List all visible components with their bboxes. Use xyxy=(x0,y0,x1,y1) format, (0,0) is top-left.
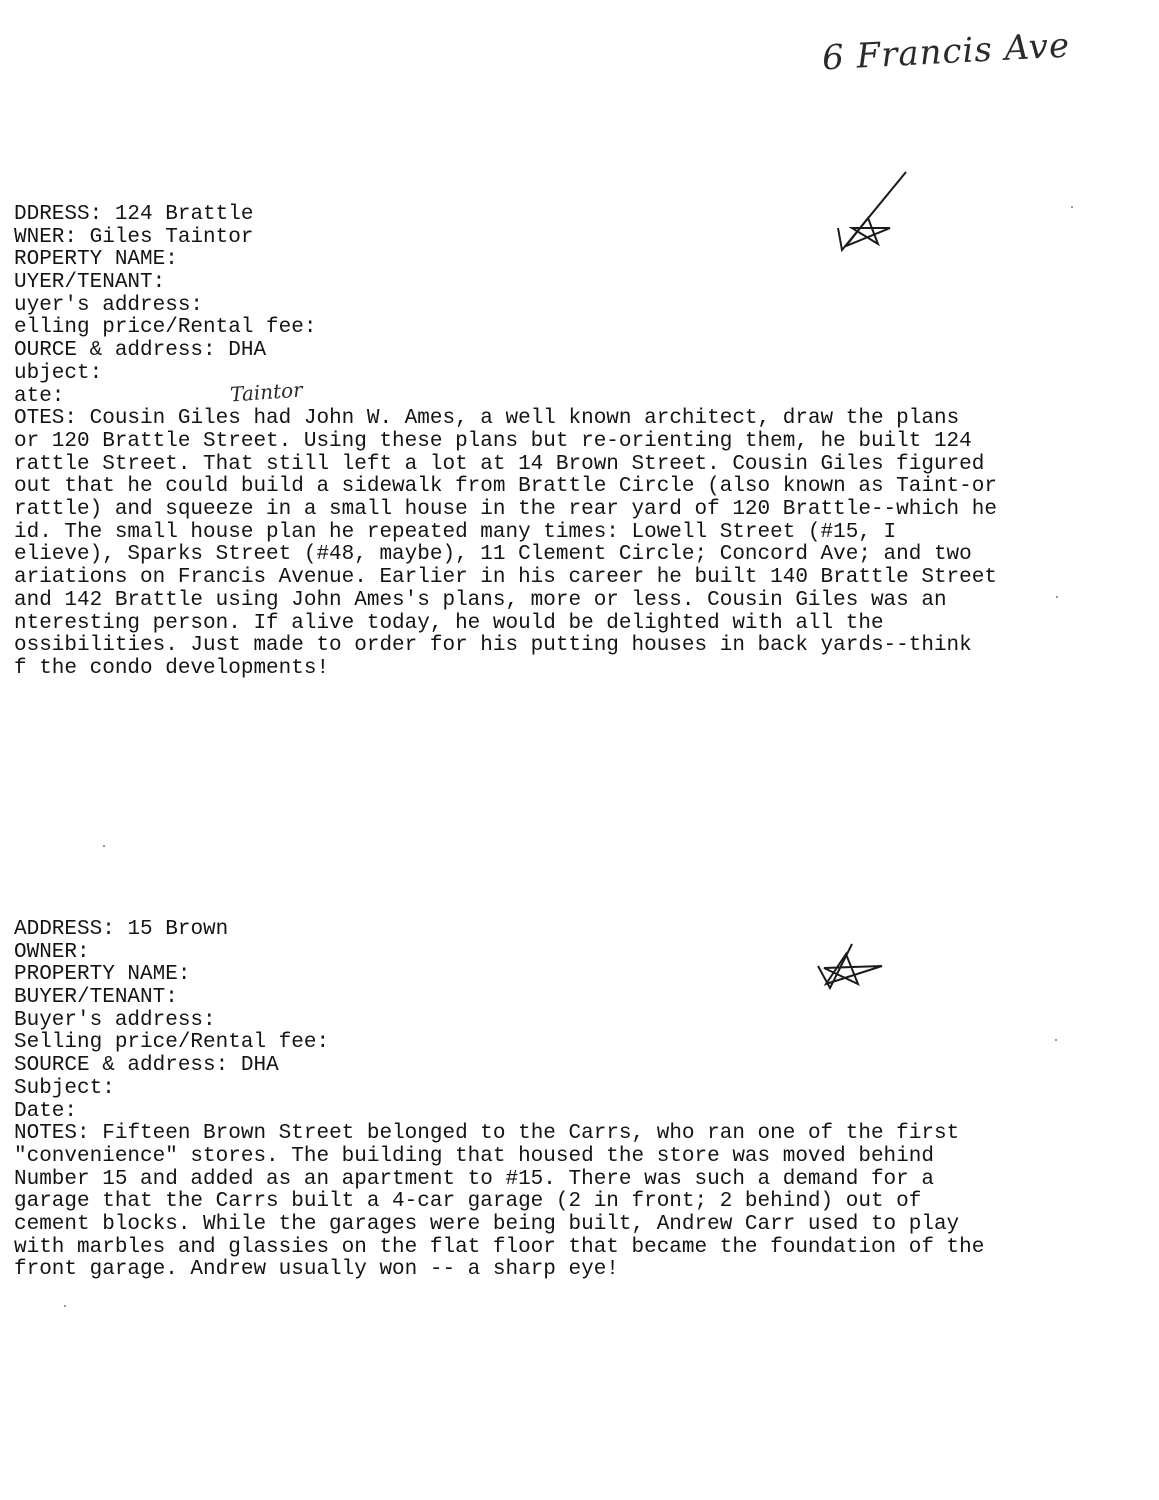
scan-speck xyxy=(1056,596,1058,598)
scan-speck xyxy=(1055,1039,1057,1041)
record-15-brown xyxy=(14,919,1094,1282)
scan-speck xyxy=(103,845,105,847)
field-buyers-address: Buyer's address: xyxy=(14,1008,216,1032)
field-buyer-tenant: UYER/TENANT: xyxy=(14,271,166,295)
field-address: DDRESS: 124 Brattle xyxy=(14,203,254,226)
field-property-name: ROPERTY NAME: xyxy=(14,248,178,272)
field-selling-price: Selling price/Rental fee: xyxy=(14,1031,330,1055)
scan-speck xyxy=(64,1305,66,1307)
field-date: Date: xyxy=(14,1099,78,1123)
field-owner: OWNER: xyxy=(14,940,90,964)
record-124-brattle xyxy=(14,204,1094,681)
field-date: ate: xyxy=(14,384,65,408)
notes-paragraph: OTES: Cousin Giles had John W. Ames, a well known architect, draw the plans or 120 Brattle Street. Using these plans but re-orienting them, he built 124 rattle Street. That still left a lot at 14 Brown Street. Cousin Giles figured out that he could build a sidewalk from Brattle Circle (also known as Taint-or rattle) and squeeze in a small house in the rear yard of 120 Brattle--which he id. The small house plan he repeated many times: Lowell Street (#15, I elieve), Sparks Street (#48, maybe), 11 Clement Circle; Concord Ave; and two ariations on Francis Avenue. Earlier in his career he built 140 Brattle Street and 142 Brattle using John Ames's plans, more or less. Cousin Giles was an nteresting person. If alive today, he would be delighted with all the ossibilities. Just made to order for his putting houses in back yards--think f the condo developments! xyxy=(14,407,997,680)
field-subject: ubject: xyxy=(14,361,103,385)
field-source: SOURCE & address: DHA xyxy=(14,1054,279,1078)
field-source: OURCE & address: DHA xyxy=(14,339,267,363)
field-buyers-address: uyer's address: xyxy=(14,293,204,317)
scan-speck xyxy=(1071,206,1073,208)
field-selling-price: elling price/Rental fee: xyxy=(14,316,317,340)
handwritten-insert: Taintor xyxy=(229,377,304,407)
notes-paragraph: NOTES: Fifteen Brown Street belonged to the Carrs, who ran one of the first "convenience" stores. The building that housed the store was moved behind Number 15 and added as an apartment to #15. There was such a demand for a garage that the Carrs built a 4-car garage (2 in front; 2 behind) out of cement blocks. While the garages were being built, Andrew Carr used to play with marbles and glassies on the flat floor that became the foundation of the front garage. Andrew usually won -- a sharp eye! xyxy=(14,1122,985,1282)
field-address: ADDRESS: 15 Brown xyxy=(14,918,229,941)
field-property-name: PROPERTY NAME: xyxy=(14,963,191,987)
field-owner: WNER: Giles Taintor xyxy=(14,225,254,249)
handwritten-note: 6 Francis Ave xyxy=(821,25,1072,79)
field-buyer-tenant: BUYER/TENANT: xyxy=(14,986,178,1010)
field-subject: Subject: xyxy=(14,1076,115,1100)
